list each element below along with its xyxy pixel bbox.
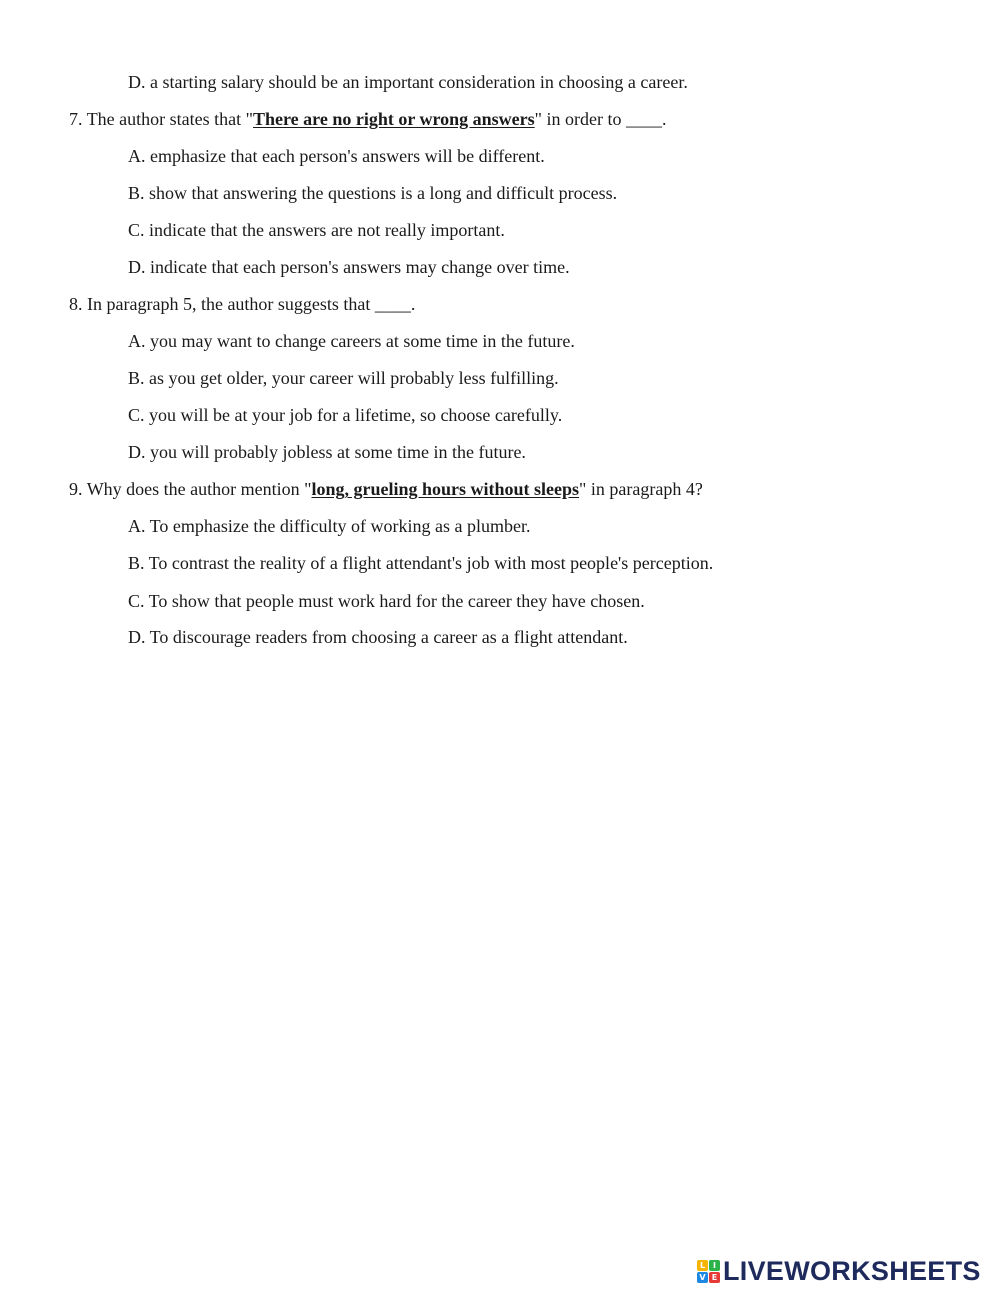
- logo-letter-i: I: [709, 1260, 720, 1271]
- question-9-option-c: C. To show that people must work hard for the career they have chosen.: [128, 591, 645, 611]
- question-text: In paragraph 5, the author suggests that ____.: [87, 294, 416, 314]
- question-7-option-d: D. indicate that each person's answers may change over time.: [128, 257, 570, 277]
- question-7-option-b: B. show that answering the questions is a long and difficult process.: [128, 183, 618, 203]
- question-8-option-d: D. you will probably jobless at some time in the future.: [128, 442, 526, 462]
- question-text-before: The author states that ": [86, 109, 253, 129]
- question-9-option-a: A. To emphasize the difficulty of working as a plumber.: [128, 516, 531, 536]
- question-8-option-c: C. you will be at your job for a lifetime, so choose carefully.: [128, 405, 563, 425]
- question-text-before: Why does the author mention ": [86, 479, 312, 499]
- logo-letter-v: V: [697, 1272, 708, 1283]
- question-9-option-d: D. To discourage readers from choosing a career as a flight attendant.: [128, 627, 628, 647]
- question-9-prompt: [69, 478, 703, 500]
- question-text-after: " in paragraph 4?: [579, 479, 703, 499]
- question-8-option-a: A. you may want to change careers at some time in the future.: [128, 331, 575, 351]
- option-letter: D.: [128, 72, 146, 92]
- logo-mark-icon: [697, 1260, 720, 1283]
- question-text-after: " in order to ____.: [534, 109, 667, 129]
- liveworksheets-logo: [697, 1257, 981, 1285]
- question-8-prompt: [69, 293, 415, 315]
- option-text: a starting salary should be an important consideration in choosing a career.: [150, 72, 688, 92]
- question-7-option-c: C. indicate that the answers are not really important.: [128, 220, 505, 240]
- quoted-phrase: There are no right or wrong answers: [253, 109, 535, 129]
- question-6-option-d: [128, 71, 688, 93]
- logo-wordmark: LIVEWORKSHEETS: [723, 1256, 981, 1286]
- quoted-phrase: long, grueling hours without sleeps: [311, 479, 580, 499]
- question-7-prompt: [69, 108, 666, 130]
- question-number: 7.: [69, 109, 83, 129]
- question-7-option-a: A. emphasize that each person's answers will be different.: [128, 146, 545, 166]
- logo-letter-l: L: [697, 1260, 708, 1271]
- question-8-option-b: B. as you get older, your career will probably less fulfilling.: [128, 368, 559, 388]
- logo-letter-e: E: [709, 1272, 720, 1283]
- question-number: 9.: [69, 479, 83, 499]
- question-9-option-b: B. To contrast the reality of a flight attendant's job with most people's perception.: [128, 553, 714, 573]
- question-number: 8.: [69, 294, 83, 314]
